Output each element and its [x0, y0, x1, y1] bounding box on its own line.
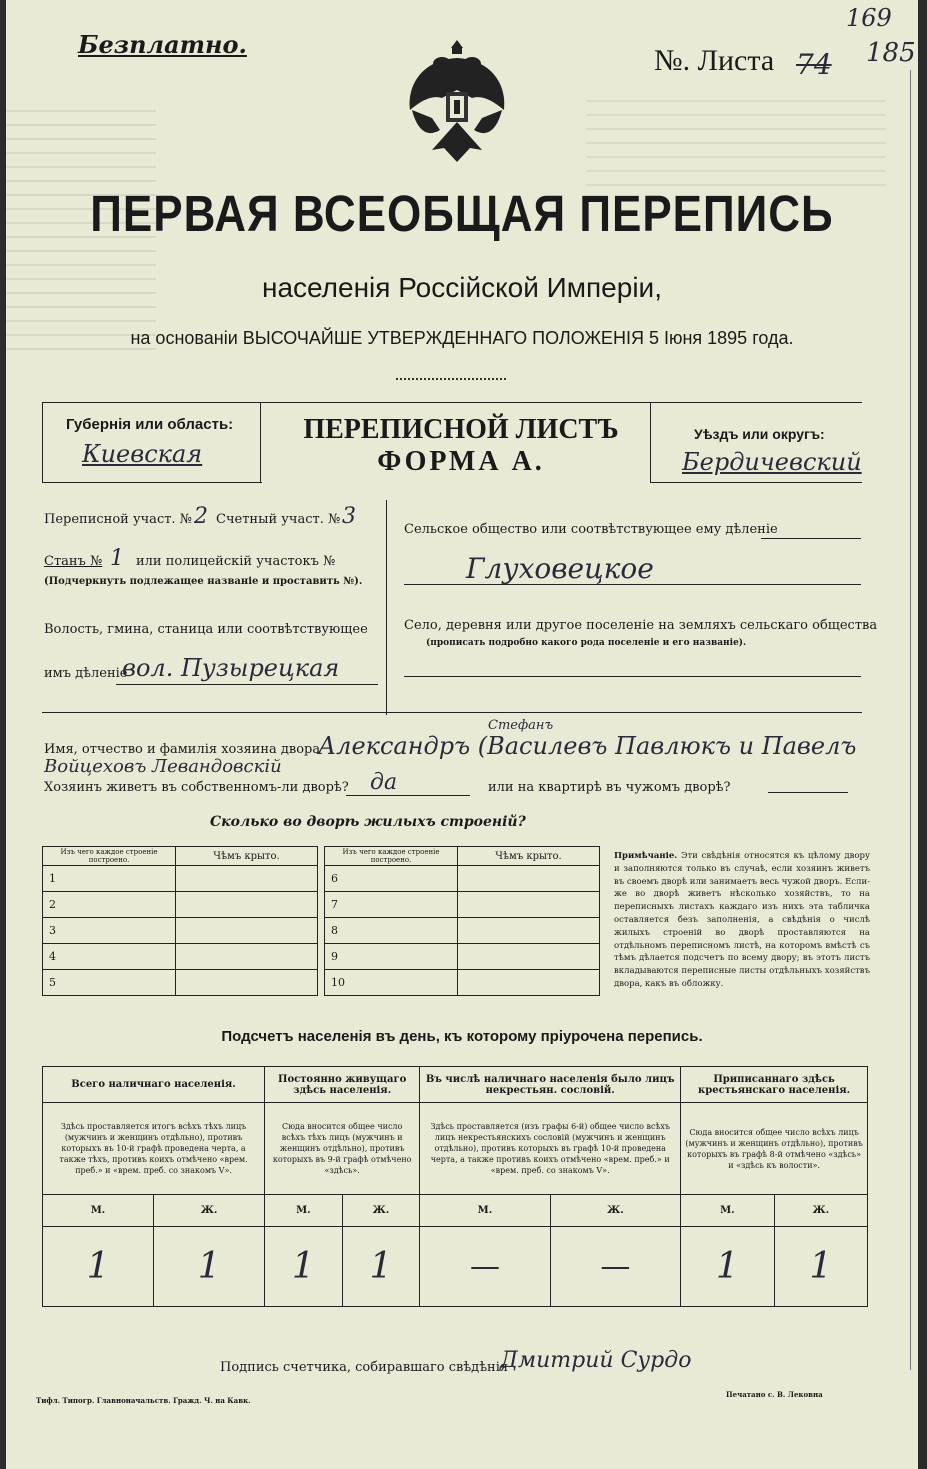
rent-label: или на квартирѣ въ чужомъ дворѣ?: [488, 780, 731, 795]
police-label: или полицейскій участокъ №: [136, 554, 336, 569]
own-yard-label: Хозяинъ живетъ въ собственномъ-ли дворѣ?: [44, 780, 349, 795]
count-permanent-female: 1: [342, 1227, 420, 1307]
building-row-number: 7: [325, 892, 458, 918]
building-row-number: 3: [43, 918, 176, 944]
volost-label: Волость, гмина, станица или соотвѣтствующее: [44, 622, 368, 637]
village-label: Село, деревня или другое поселеніе на земляхъ сельскаго общества: [404, 618, 878, 633]
province-label: Губернія или область:: [66, 416, 234, 433]
count-permanent-male: 1: [265, 1227, 343, 1307]
census-area-label: Переписной участ. №: [44, 512, 192, 527]
building-row-roof: [458, 866, 600, 892]
col-roof-header: Чѣмъ крыто.: [458, 847, 600, 866]
building-row-number: 1: [43, 866, 176, 892]
district-label: Уѣздъ или округъ:: [694, 426, 825, 442]
female-header: Ж.: [774, 1195, 867, 1227]
stan-value: 1: [110, 546, 124, 571]
count-col-head-ascribed: Приписаннаго здѣсь крестьянскаго населенія.: [681, 1067, 868, 1103]
building-row-roof: [458, 970, 600, 996]
note-text: Эти свѣдѣнія относятся къ цѣлому двору и заполняются только въ случаѣ, если хозяинъ живетъ въ своемъ дворѣ или занимаетъ весь чужой дворъ. Если-же во дворѣ живетъ нѣсколько хозяйствъ, то на переписныхъ листахъ каждаго изъ нихъ эта табличка оставляется безъ заполненія, а свѣдѣнія о числѣ жилыхъ строеній во дворѣ проставляются на отдѣльномъ переписномъ листѣ, на которомъ вмѣстѣ съ тѣмъ дѣлается подсчетъ по всему двору; въ этотъ листъ вкладываются переписные листы отдѣльныхъ хозяйствъ двора, какъ въ обложку.: [614, 851, 870, 989]
main-title: ПЕРВАЯ ВСЕОБЩАЯ ПЕРЕПИСЬ: [90, 186, 834, 243]
col-roof-header: Чѣмъ крыто.: [176, 847, 318, 866]
building-row-roof: [176, 866, 318, 892]
form-header-divider-1: [260, 402, 261, 482]
male-header: М.: [43, 1195, 154, 1227]
owner-name-above: Стефанъ: [488, 718, 554, 733]
building-row-number: 4: [43, 944, 176, 970]
signature-value: Дмитрий Сурдо: [500, 1348, 692, 1373]
building-row-roof: [458, 918, 600, 944]
signature-label: Подпись счетчика, собиравшаго свѣдѣнія: [220, 1360, 509, 1375]
count-title: Подсчетъ населенія въ день, къ которому пріурочена перепись.: [221, 1028, 703, 1045]
note-block: [614, 850, 870, 991]
col-material-header: Изъ чего каждое строеніе построено.: [43, 847, 176, 866]
province-value: Киевская: [82, 440, 203, 468]
female-header: Ж.: [550, 1195, 680, 1227]
building-row-number: 2: [43, 892, 176, 918]
owner-name-value-2: Войцеховъ Левандовскій: [44, 756, 282, 777]
count-total-male: 1: [43, 1227, 154, 1307]
buildings-table-left: [42, 846, 318, 996]
count-area-label: Счетный участ. №: [216, 512, 341, 527]
sheet-number-handwritten: 74: [796, 48, 832, 81]
bleed-through-text-right: [586, 100, 886, 190]
corner-number-1: 169: [846, 4, 892, 32]
building-row-roof: [458, 892, 600, 918]
form-header-left-edge: [42, 402, 43, 482]
building-row-roof: [176, 944, 318, 970]
form-title: ПЕРЕПИСНОЙ ЛИСТЪ: [303, 414, 619, 445]
building-row-roof: [458, 944, 600, 970]
male-header: М.: [681, 1195, 774, 1227]
building-row-number: 9: [325, 944, 458, 970]
building-row-number: 6: [325, 866, 458, 892]
building-row-number: 8: [325, 918, 458, 944]
subtitle: населенія Россійской Имперіи,: [262, 272, 662, 303]
buildings-question: Сколько во дворѣ жилыхъ строеній?: [210, 814, 526, 830]
female-header: Ж.: [154, 1195, 265, 1227]
form-header-divider-2: [650, 402, 651, 482]
ornament-divider: [396, 378, 506, 390]
building-row-roof: [176, 970, 318, 996]
count-noncrest-female: —: [550, 1227, 680, 1307]
male-header: М.: [265, 1195, 343, 1227]
left-right-divider: [386, 500, 387, 715]
building-row-number: 10: [325, 970, 458, 996]
rent-underline: [768, 792, 848, 793]
corner-number-2: 185: [866, 38, 916, 68]
count-total-female: 1: [154, 1227, 265, 1307]
count-col-desc-total: Здѣсь проставляется итогъ всѣхъ тѣхъ лицъ (мужчинъ и женщинъ отдѣльно), противъ которыхъ въ 10-й графѣ проведена черта, а также тѣхъ, противъ коихъ отмѣчено «врем. преб.» и «врем. преб. со знакомъ V».: [43, 1103, 265, 1195]
volost-value: вол. Пузырецкая: [122, 654, 340, 682]
owner-name-value-1: Александръ (Василевъ Павлюкъ и Павелъ: [318, 732, 857, 760]
col-material-header: Изъ чего каждое строеніе построено.: [325, 847, 458, 866]
count-ascribed-male: 1: [681, 1227, 774, 1307]
count-col-desc-noncrest: Здѣсь проставляется (изъ графы 6-й) общее число всѣхъ лицъ некрестьянскихъ сословій (мужчинъ и женщинъ отдѣльно), противъ которыхъ въ графѣ 10-й проведена черта, а также противъ коихъ отмѣчено «врем. преб.» и «врем. преб. со знакомъ V».: [420, 1103, 681, 1195]
volost-underline: [116, 684, 378, 685]
district-value: Бердичевский: [682, 448, 862, 476]
volost-label-2: имъ дѣленіе: [44, 666, 128, 681]
form-subtitle: ФОРМА А.: [377, 446, 545, 477]
free-label: Безплатно.: [78, 30, 247, 59]
count-table: [42, 1066, 868, 1307]
count-col-desc-permanent: Сюда вносится общее число всѣхъ тѣхъ лицъ (мужчинъ и женщинъ отдѣльно), противъ которыхъ въ 9-й графѣ отмѣчено «здѣсь».: [265, 1103, 420, 1195]
building-row-number: 5: [43, 970, 176, 996]
form-header-top-rule: [42, 402, 862, 403]
form-header-bottom-left: [42, 482, 262, 483]
count-col-desc-ascribed: Сюда вносится общее число всѣхъ лицъ (мужчинъ и женщинъ отдѣльно), противъ которыхъ въ графѣ 8-й отмѣчено «здѣсь» и «здѣсь къ волости».: [681, 1103, 868, 1195]
footer-left-printer: Тифл. Типогр. Главноначальств. Гражд. Ч. на Кавк.: [36, 1396, 251, 1405]
count-col-head-noncrest: Въ числѣ наличнаго населенія было лицъ некрестьян. сословій.: [420, 1067, 681, 1103]
form-header-bottom-right: [650, 482, 862, 483]
note-title: Примѣчаніе.: [614, 851, 678, 861]
count-col-head-total: Всего наличнаго населенія.: [43, 1067, 265, 1103]
village-note: (прописать подробно какого рода поселеніе и его названіе).: [426, 638, 747, 648]
own-yard-underline: [346, 795, 470, 796]
male-header: М.: [420, 1195, 550, 1227]
block-bottom-rule: [42, 712, 862, 713]
village-underline: [404, 676, 861, 677]
census-area-value: 2: [194, 504, 208, 529]
society-value-underline: [404, 584, 861, 585]
building-row-roof: [176, 918, 318, 944]
society-value: Глуховецкое: [466, 552, 654, 585]
owner-name-label: Имя, отчество и фамилія хозяина двора: [44, 742, 321, 757]
sheet-number-label: №. Листа: [654, 44, 775, 77]
count-noncrest-male: —: [420, 1227, 550, 1307]
female-header: Ж.: [342, 1195, 420, 1227]
own-yard-value: да: [370, 770, 398, 795]
stan-label: Станъ №: [44, 554, 103, 569]
double-headed-eagle-emblem: [402, 30, 512, 170]
count-area-value: 3: [342, 504, 356, 529]
buildings-table-right: [324, 846, 600, 996]
underline-note: (Подчеркнуть подлежащее названіе и проставить №).: [44, 576, 363, 587]
census-form-page: [6, 0, 918, 1469]
building-row-roof: [176, 892, 318, 918]
society-underline: [761, 538, 861, 539]
society-label: Сельское общество или соотвѣтствующее ему дѣленіе: [404, 522, 778, 537]
count-ascribed-female: 1: [774, 1227, 867, 1307]
count-col-head-permanent: Постоянно живущаго здѣсь населенія.: [265, 1067, 420, 1103]
basis-line: на основаніи ВЫСОЧАЙШЕ УТВЕРЖДЕННАГО ПОЛОЖЕНІЯ 5 Іюня 1895 года.: [130, 328, 794, 348]
footer-right-printer: Печатано с. В. Лековна: [726, 1390, 823, 1399]
right-margin-line: [910, 70, 911, 1370]
